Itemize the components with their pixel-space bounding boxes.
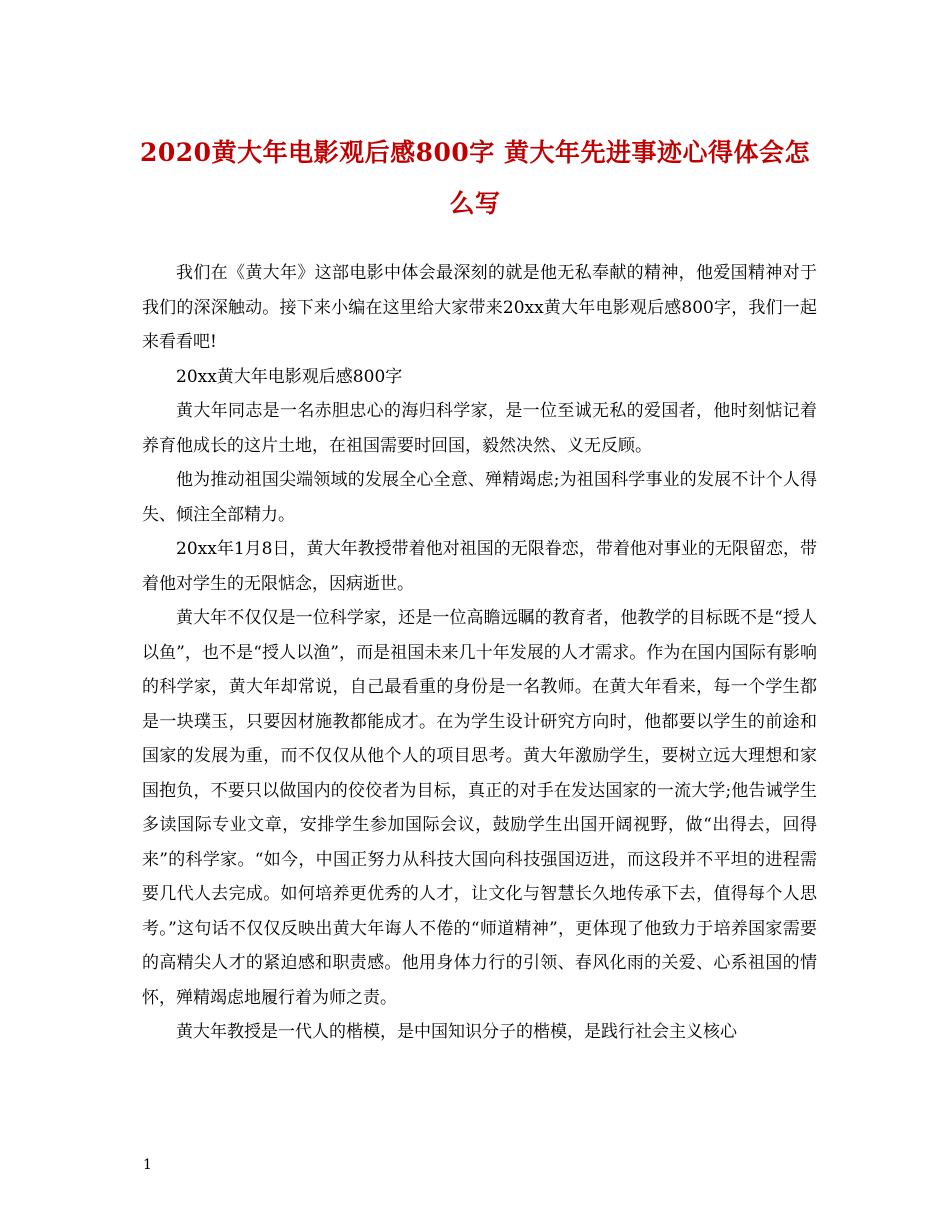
document-body — [142, 256, 817, 1050]
page-number: 1 — [143, 1157, 152, 1173]
paragraph: 黄大年同志是一名赤胆忠心的海归科学家，是一位至诚无私的爱国者，他时刻惦记着养育他成长的这片土地，在祖国需要时回国，毅然决然、义无反顾。 — [142, 401, 817, 456]
paragraph: 他为推动祖国尖端领域的发展全心全意、殚精竭虑;为祖国科学事业的发展不计个人得失、倾注全部精力。 — [142, 470, 817, 525]
paragraph: 黄大年不仅仅是一位科学家，还是一位高瞻远瞩的教育者，他教学的目标既不是“授人以鱼”，也不是“授人以渔”，而是祖国未来几十年发展的人才需求。作为在国内国际有影响的科学家，黄大年却常说，自己最看重的身份是一名教师。在黄大年看来，每一个学生都是一块璞玉，只要因材施教都能成才。在为学生设计研究方向时，他都要以学生的前途和国家的发展为重，而不仅仅从他个人的项目思考。黄大年激励学生，要树立远大理想和家国抱负，不要只以做国内的佼佼者为目标，真正的对手在发达国家的一流大学;他告诫学生多读国际专业文章，安排学生参加国际会议，鼓励学生出国开阔视野，做“出得去，回得来”的科学家。“如今，中国正努力从科技大国向科技强国迈进，而这段并不平坦的进程需要几代人去完成。如何培养更优秀的人才，让文化与智慧长久地传承下去，值得每个人思考。”这句话不仅仅反映出黄大年诲人不倦的“师道精神”，更体现了他致力于培养国家需要的高精尖人才的紧迫感和职责感。他用身体力行的引领、春风化雨的关爱、心系祖国的情怀，殚精竭虑地履行着为师之责。 — [142, 608, 817, 1008]
paragraph: 黄大年教授是一代人的楷模，是中国知识分子的楷模，是践行社会主义核心 — [176, 1022, 737, 1042]
paragraph-subheading: 20xx黄大年电影观后感800字 — [176, 366, 403, 387]
document-title: 2020黄大年电影观后感800字 黄大年先进事迹心得体会怎么写 — [140, 138, 810, 218]
paragraph: 20xx年1月8日，黄大年教授带着他对祖国的无限眷恋，带着他对事业的无限留恋，带着他对学生的无限惦念，因病逝世。 — [142, 539, 817, 594]
paragraph-intro: 我们在《黄大年》这部电影中体会最深刻的就是他无私奉献的精神，他爱国精神对于我们的深深触动。接下来小编在这里给大家带来20xx黄大年电影观后感800字，我们一起来看看吧! — [142, 263, 817, 352]
